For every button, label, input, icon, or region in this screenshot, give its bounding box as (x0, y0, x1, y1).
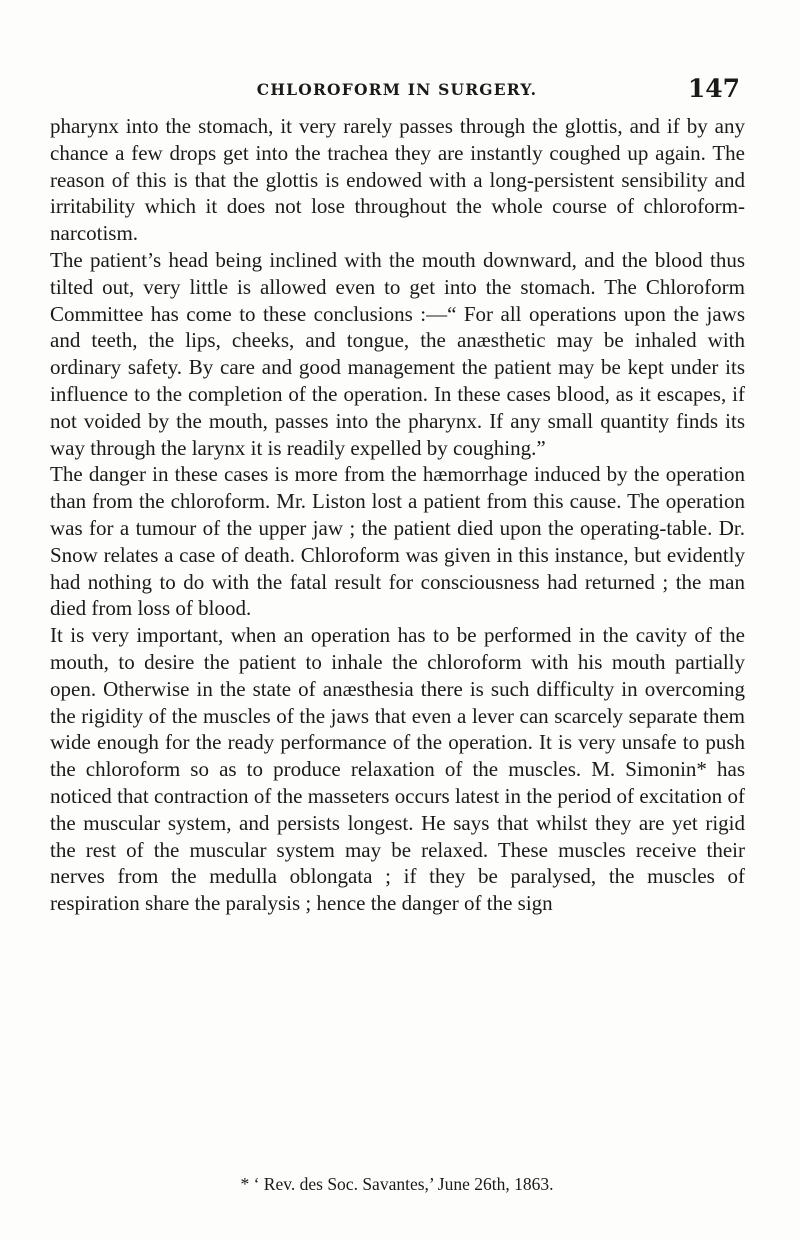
running-title: CHLOROFORM IN SURGERY. (256, 80, 538, 99)
body-text (50, 113, 745, 917)
page-number: 147 (687, 74, 740, 103)
paragraph: The patient’s head being inclined with the mouth downward, and the blood thus tilted out, very little is allowed even to get into the stomach. The Chloroform Committee has come to these conclusions :—“ For all operations upon the jaws and teeth, the lips, cheeks, and tongue, the anæsthetic may be inhaled with ordinary safety. By care and good management the patient may be kept under its influence to the completion of the operation. In these cases blood, as it escapes, if not voided by the mouth, passes into the pharynx. If any small quantity finds its way through the larynx it is readily expelled by coughing.” (50, 247, 745, 460)
paragraph: It is very important, when an operation has to be performed in the cavity of the mouth, to desire the patient to inhale the chloroform with his mouth partially open. Otherwise in the state of anæsthesia there is such difficulty in overcoming the rigidity of the muscles of the jaws that even a lever can scarcely separate them wide enough for the ready performance of the operation. It is very unsafe to push the chloroform so as to produce relaxation of the muscles. M. Simonin* has noticed that contraction of the masseters occurs latest in the period of excitation of the muscular system, and persists longest. He says that whilst they are yet rigid the rest of the muscular system may be relaxed. These muscles receive their nerves from the medulla oblongata ; if they be paralysed, the muscles of respiration share the paralysis ; hence the danger of the sign (50, 623, 745, 916)
paragraph: pharynx into the stomach, it very rarely passes through the glottis, and if by any chance a few drops get into the trachea they are instantly coughed up again. The reason of this is that the glottis is endowed with a long-persistent sensibility and irritability which it does not lose throughout the whole course of chloroform-narcotism. (50, 114, 745, 246)
footnote: * ‘ Rev. des Soc. Savantes,’ June 26th, 1863. (240, 1174, 554, 1194)
paragraph: The danger in these cases is more from the hæmorrhage induced by the operation than from the chloroform. Mr. Liston lost a patient from this cause. The operation was for a tumour of the upper jaw ; the patient died upon the operating-table. Dr. Snow relates a case of death. Chloroform was given in this instance, but evidently had nothing to do with the fatal result for consciousness had returned ; the man died from loss of blood. (50, 462, 745, 621)
running-head (52, 74, 742, 112)
